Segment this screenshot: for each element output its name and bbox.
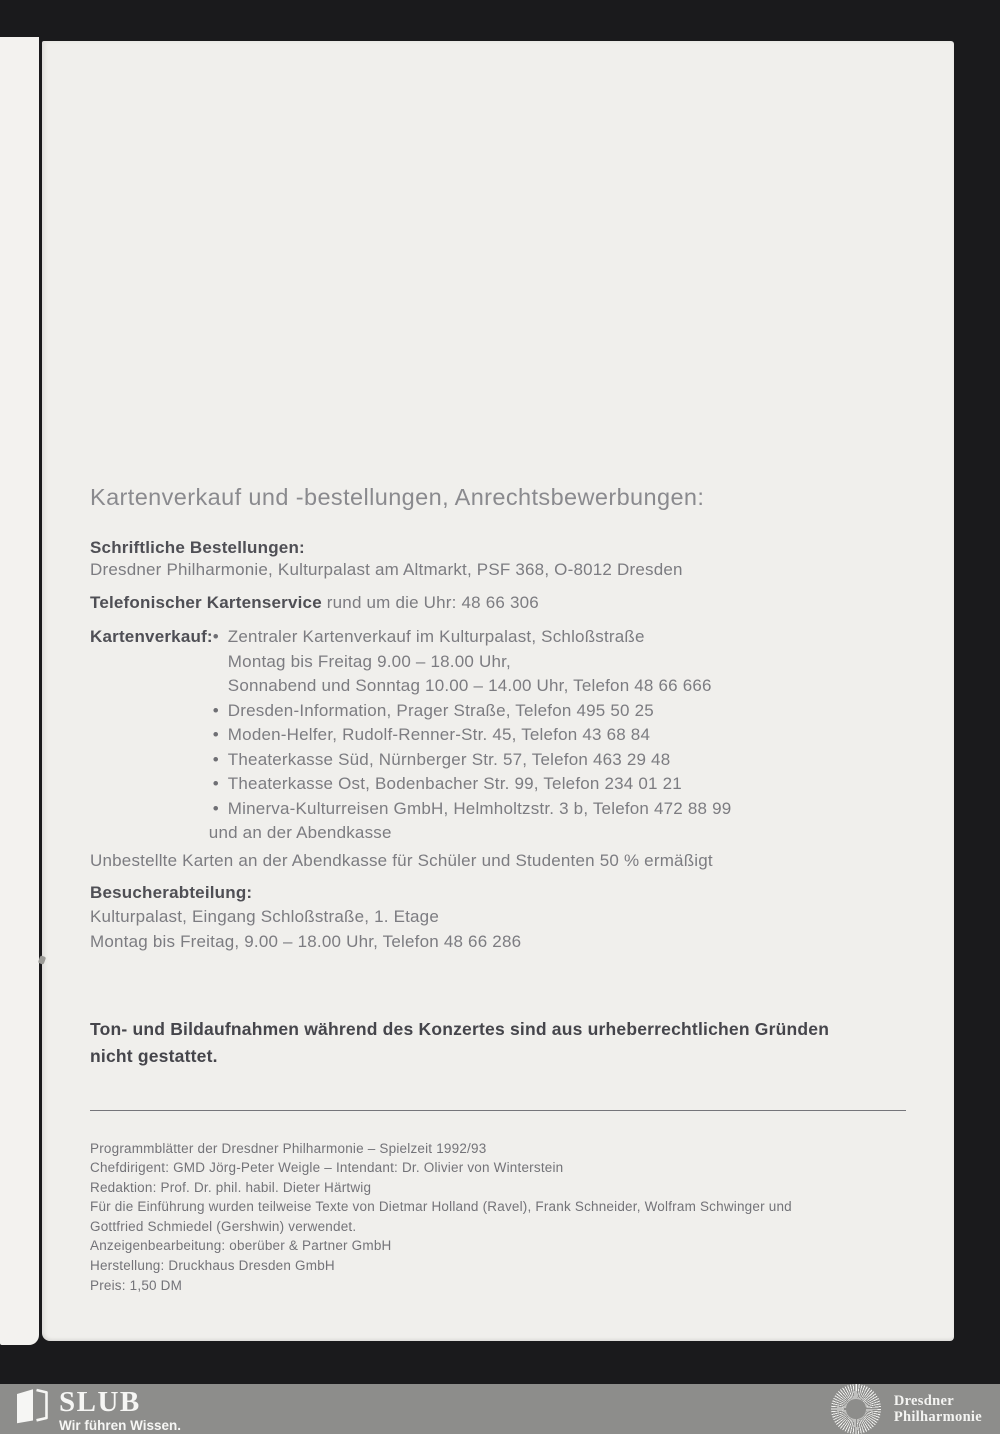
scanned-page <box>42 41 954 1341</box>
book-icon <box>13 1385 50 1430</box>
written-orders-body: Dresdner Philharmonie, Kulturpalast am Altmarkt, PSF 368, O-8012 Dresden <box>90 560 683 579</box>
bullet-icon: • <box>212 798 219 818</box>
imprint-line: Chefdirigent: GMD Jörg-Peter Weigle – Intendant: Dr. Olivier von Winterstein <box>90 1160 564 1176</box>
imprint-line: Anzeigenbearbeitung: oberüber & Partner GmbH <box>90 1238 392 1254</box>
staple-mark <box>38 955 46 965</box>
discount-note: Unbestellte Karten an der Abendkasse für Schüler und Studenten 50 % ermäßigt <box>90 850 713 870</box>
slub-logo <box>0 1385 181 1433</box>
slub-tagline: Wir führen Wissen. <box>59 1418 182 1433</box>
written-orders-heading: Schriftliche Bestellungen: <box>90 538 305 557</box>
imprint-line: Herstellung: Druckhaus Dresden GmbH <box>90 1258 335 1274</box>
starburst-icon <box>831 1384 881 1434</box>
phone-service-heading: Telefonischer Kartenservice <box>90 593 322 612</box>
ticket-sales-list <box>208 625 732 846</box>
page-title: Kartenverkauf und -bestellungen, Anrechtsbewerbungen: <box>90 484 705 510</box>
list-item-line: Theaterkasse Süd, Nürnberger Str. 57, Telefon 463 29 48 <box>227 749 671 769</box>
visitor-dept-line: Montag bis Freitag, 9.00 – 18.00 Uhr, Telefon 48 66 286 <box>90 931 522 951</box>
bullet-icon: • <box>212 774 219 793</box>
brand-footer-bar <box>0 1384 1000 1434</box>
underlying-page-edge <box>0 37 39 1345</box>
list-item <box>213 797 732 822</box>
imprint-line: Für die Einführung wurden teilweise Texte von Dietmar Holland (Ravel), Frank Schneider, Wolfram Schwinger und <box>90 1199 792 1215</box>
philharmonie-logo <box>831 1384 1000 1434</box>
list-item-line: Sonnabend und Sonntag 10.00 – 14.00 Uhr, Telefon 48 66 666 <box>227 676 712 695</box>
recording-notice-line: nicht gestattet. <box>90 1045 218 1066</box>
list-item <box>213 748 732 773</box>
slub-text-block <box>59 1385 181 1433</box>
divider-rule <box>90 1110 906 1111</box>
ticket-sales-section <box>90 625 954 846</box>
ticket-sales-label: Kartenverkauf: <box>90 627 213 646</box>
written-orders-section <box>90 538 954 579</box>
list-item <box>213 723 732 748</box>
list-item-line: Zentraler Kartenverkauf im Kulturpalast, Schloßstraße <box>227 627 645 646</box>
recording-notice <box>90 1016 954 1070</box>
philharmonie-wordmark-line: Dresdner <box>893 1392 954 1409</box>
bullet-icon: • <box>212 700 219 720</box>
imprint-line: Redaktion: Prof. Dr. phil. habil. Dieter Härtwig <box>90 1179 372 1195</box>
list-item-line: Dresden-Information, Prager Straße, Telefon 495 50 25 <box>227 700 654 720</box>
list-item <box>213 699 732 724</box>
list-item <box>213 625 732 699</box>
list-item-line: Moden-Helfer, Rudolf-Renner-Str. 45, Telefon 43 68 84 <box>227 725 651 744</box>
visitor-dept-section <box>90 883 954 951</box>
bullet-icon: • <box>212 725 219 744</box>
bullet-icon: • <box>212 627 219 646</box>
bullet-icon: • <box>212 749 219 769</box>
phone-service-line <box>90 593 954 612</box>
slub-wordmark: SLUB <box>59 1386 141 1418</box>
visitor-dept-heading: Besucherabteilung: <box>90 882 253 902</box>
list-item-lines <box>228 625 712 699</box>
phone-service-rest: rund um die Uhr: 48 66 306 <box>321 593 539 612</box>
philharmonie-wordmark <box>894 1393 982 1426</box>
list-item-line: Montag bis Freitag 9.00 – 18.00 Uhr, <box>227 651 511 671</box>
list-item-line: Minerva-Kulturreisen GmbH, Helmholtzstr. 3 b, Telefon 472 88 99 <box>227 798 732 818</box>
visitor-dept-line: Kulturpalast, Eingang Schloßstraße, 1. Etage <box>90 906 439 926</box>
philharmonie-wordmark-line: Philharmonie <box>893 1409 982 1425</box>
imprint-line: Gottfried Schmiedel (Gershwin) verwendet. <box>90 1218 357 1234</box>
imprint-line: Programmblätter der Dresdner Philharmonie – Spielzeit 1992/93 <box>90 1140 487 1156</box>
list-item <box>213 772 732 797</box>
list-item-line: Theaterkasse Ost, Bodenbacher Str. 99, Telefon 234 01 21 <box>227 774 682 793</box>
imprint-block <box>90 1139 954 1296</box>
ticket-sales-suffix: und an der Abendkasse <box>208 823 392 842</box>
imprint-line: Preis: 1,50 DM <box>90 1277 183 1293</box>
recording-notice-line: Ton- und Bildaufnahmen während des Konzertes sind aus urheberrechtlichen Gründen <box>90 1018 830 1039</box>
